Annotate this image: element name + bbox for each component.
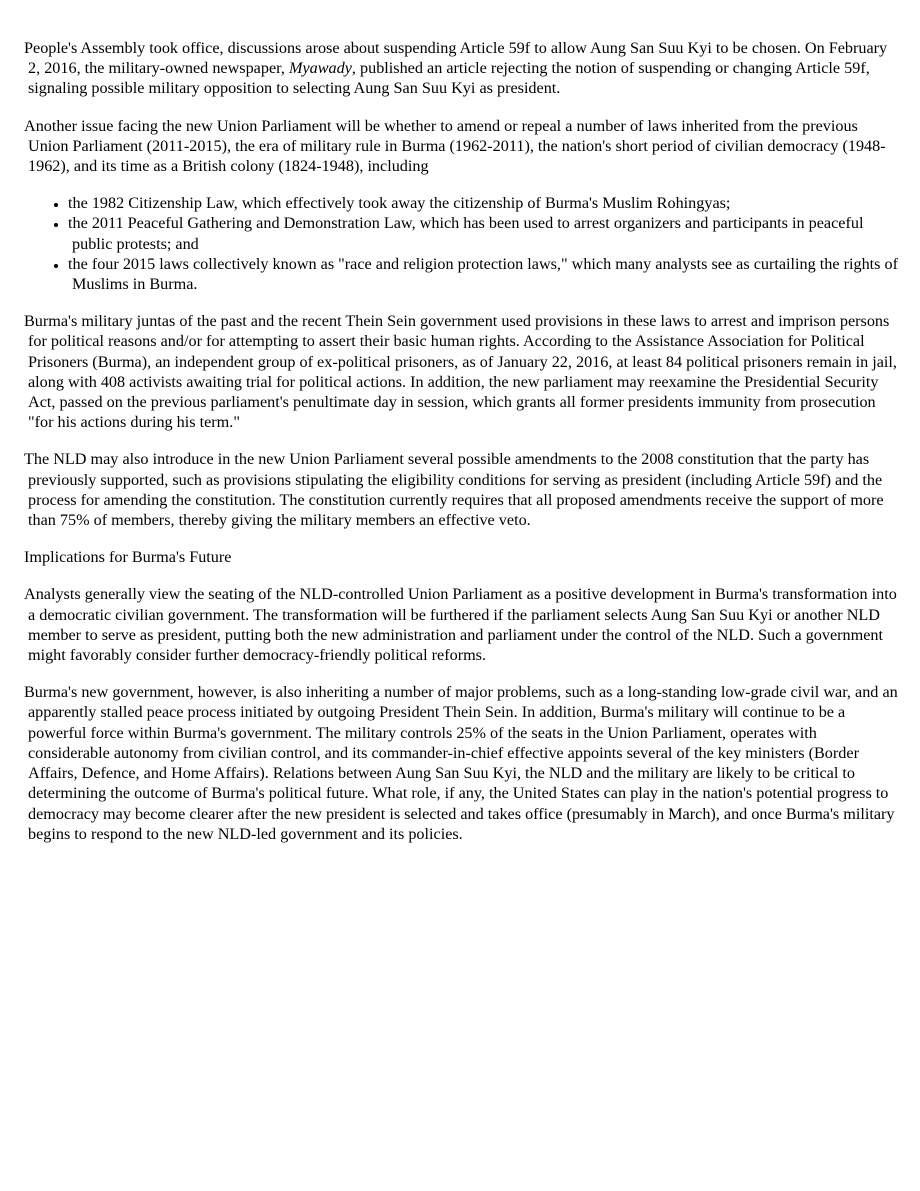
laws-list <box>24 193 900 294</box>
juntas-paragraph: Burma's military juntas of the past and the recent Thein Sein government used provisions in these laws to arrest and imprison persons for political reasons and/or for attempting to assert their basic human rights. According to the Assistance Association for Political Prisoners (Burma), an independent group of ex-political prisoners, as of January 22, 2016, at least 84 political prisoners remain in jail, along with 408 activists awaiting trial for political actions. In addition, the new parliament may reexamine the Presidential Security Act, passed on the previous parliament's penultimate day in session, which grants all former presidents immunity from prosecution "for his actions during his term." <box>24 312 897 432</box>
section-heading: Implications for Burma's Future <box>24 548 232 567</box>
problems-paragraph: Burma's new government, however, is also inheriting a number of major problems, such as a long-standing low-grade civil war, and an apparently stalled peace process initiated by outgoing President Thein Sein. In addition, Burma's military will continue to be a powerful force within Burma's government. The military controls 25% of the seats in the Union Parliament, operates with considerable autonomy from civilian control, and its commander-in-chief effective appoints several of the key ministers (Border Affairs, Defence, and Home Affairs). Relations between Aung San Suu Kyi, the NLD and the military are likely to be critical to determining the outcome of Burma's political future. What role, if any, the United States can play in the nation's potential progress to democracy may become clearer after the new president is selected and takes office (presumably in March), and once Burma's military begins to respond to the new NLD-led government and its policies. <box>24 683 898 843</box>
intro-paragraph <box>24 38 900 99</box>
list-item: • the four 2015 laws collectively known as "race and religion protection laws," which many analysts see as curtailing the rights of Muslims in Burma. <box>68 254 900 294</box>
intro-text-part1: People's Assembly took office, discussions arose about suspending Article 59f to allow Aung San Suu Kyi to be chosen. On February 2, 2016, the military-owned newspaper, <box>24 39 888 78</box>
newspaper-name: Myawady <box>288 59 352 78</box>
intro-text-part2: , published an article rejecting the notion of suspending or changing Article 59f, signaling possible military opposition to selecting Aung San Suu Kyi as president. <box>28 59 870 98</box>
laws-intro-paragraph: Another issue facing the new Union Parliament will be whether to amend or repeal a number of laws inherited from the previous Union Parliament (2011-2015), the era of military rule in Burma (1962-2011), the nation's short period of civilian democracy (1948-1962), and its time as a British colony (1824-1948), including <box>24 116 886 176</box>
list-item: • the 1982 Citizenship Law, which effectively took away the citizenship of Burma's Muslim Rohingyas; <box>68 193 900 213</box>
analysts-paragraph: Analysts generally view the seating of the NLD-controlled Union Parliament as a positive development in Burma's transformation into a democratic civilian government. The transformation will be furthered if the parliament selects Aung San Suu Kyi or another NLD member to serve as president, putting both the new administration and parliament under the control of the NLD. Such a government might favorably consider further democracy-friendly political reforms. <box>24 585 897 665</box>
list-item: • the 2011 Peaceful Gathering and Demonstration Law, which has been used to arrest organizers and participants in peaceful public protests; and <box>68 213 900 253</box>
amendments-paragraph: The NLD may also introduce in the new Union Parliament several possible amendments to the 2008 constitution that the party has previously supported, such as provisions stipulating the eligibility conditions for serving as president (including Article 59f) and the process for amending the constitution. The constitution currently requires that all proposed amendments receive the support of more than 75% of members, thereby giving the military members an effective veto. <box>24 450 884 530</box>
